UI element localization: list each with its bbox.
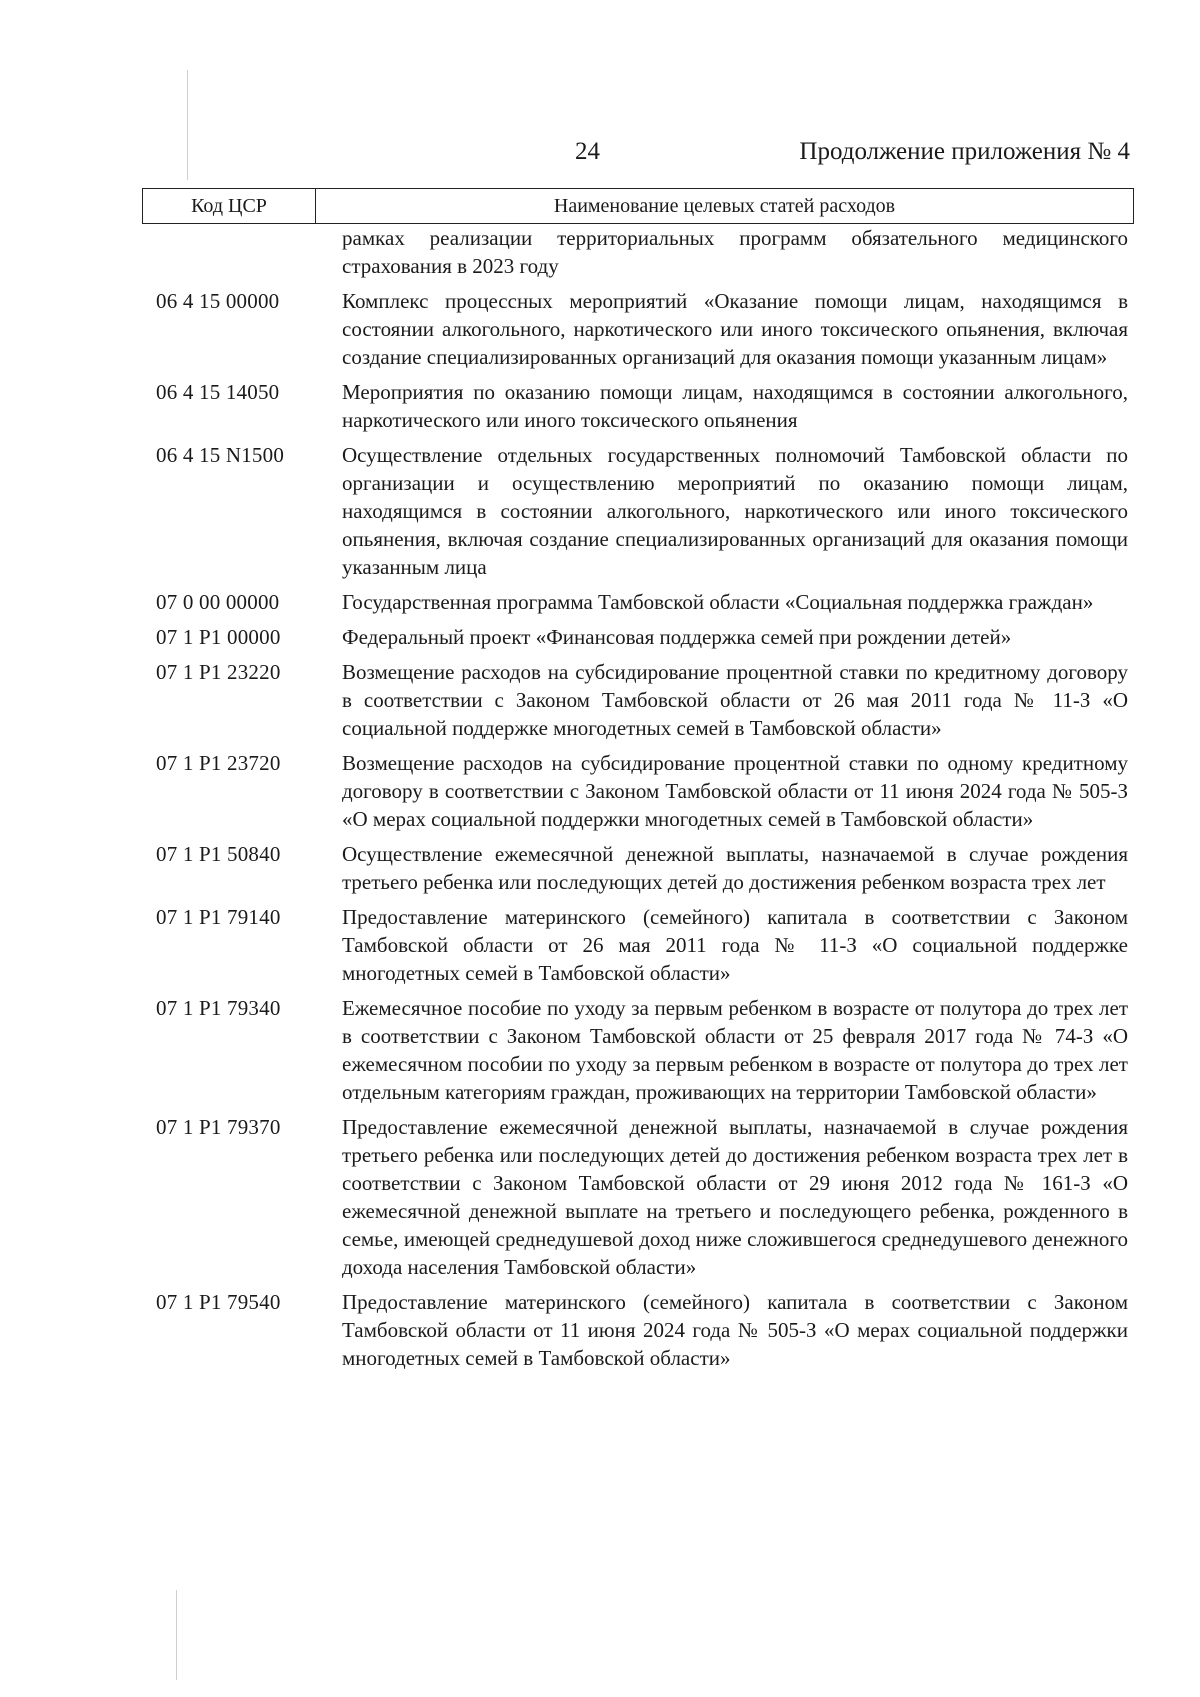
table-row [150,441,1132,581]
scan-artifact [187,70,188,180]
column-header-code: Код ЦСР [143,189,316,223]
row-code: 07 1 P1 79340 [156,996,281,1020]
row-code: 07 1 P1 23720 [156,751,281,775]
row-name: Ежемесячное пособие по уходу за первым ребенком в возрасте от полутора до трех лет в соответствии с Законом Тамбовской области от 25 февраля 2017 года № 74-З «О ежемесячном пособии по уходу за первым ребенком в возрасте от полутора до трех лет отдельным категориям граждан, проживающих на территории Тамбовской области» [342,996,1128,1104]
row-name: Осуществление ежемесячной денежной выплаты, назначаемой в случае рождения третьего ребенка или последующих детей до достижения ребенком возраста трех лет [342,842,1128,894]
row-code: 06 4 15 00000 [156,289,280,313]
column-header-name: Наименование целевых статей расходов [553,194,896,217]
table-row [150,378,1132,434]
row-name: рамках реализации территориальных программ обязательного медицинского страхования в 2023 году [342,226,1128,278]
table-row [150,749,1132,833]
page-number: 24 [575,138,600,165]
row-code: 07 1 P1 79370 [156,1115,281,1139]
table-row [150,994,1132,1106]
row-name: Предоставление материнского (семейного) капитала в соответствии с Законом Тамбовской области от 26 мая 2011 года № 11-З «О социальной поддержке многодетных семей в Тамбовской области» [342,905,1128,985]
appendix-continuation-title: Продолжение приложения № 4 [799,138,1130,165]
table-row [150,903,1132,987]
table-row [150,623,1132,651]
table-header [142,188,1134,224]
row-name: Предоставление материнского (семейного) капитала в соответствии с Законом Тамбовской области от 11 июня 2024 года № 505-З «О мерах социальной поддержки многодетных семей в Тамбовской области» [342,1290,1128,1370]
row-code: 06 4 15 N1500 [156,443,285,467]
row-code [150,224,334,280]
scan-artifact [176,1590,177,1680]
row-name: Осуществление отдельных государственных полномочий Тамбовской области по организации и осуществлению мероприятий по оказанию помощи лицам, находящимся в состоянии алкогольного, наркотического или иного токсического опьянения, включая создание специализированных организаций для оказания помощи указанным лица [342,443,1128,579]
table-body [150,224,1132,1379]
row-name: Возмещение расходов на субсидирование процентной ставки по одному кредитному договору в соответствии с Законом Тамбовской области от 11 июня 2024 года № 505-З «О мерах социальной поддержки многодетных семей в Тамбовской области» [342,751,1128,831]
row-name: Комплекс процессных мероприятий «Оказание помощи лицам, находящимся в состоянии алкогольного, наркотического или иного токсического опьянения, включая создание специализированных организаций для оказания помощи указанным лицам» [342,289,1128,369]
row-name: Государственная программа Тамбовской области «Социальная поддержка граждан» [342,590,1094,614]
row-code: 07 0 00 00000 [156,590,280,614]
row-code: 07 1 P1 79540 [156,1290,281,1314]
table-row [150,1113,1132,1281]
table-row [150,287,1132,371]
row-code: 06 4 15 14050 [156,380,280,404]
table-row [150,588,1132,616]
table-row [150,658,1132,742]
row-code: 07 1 P1 79140 [156,905,281,929]
table-row [150,840,1132,896]
table-row [150,224,1132,280]
row-code: 07 1 P1 00000 [156,625,281,649]
row-code: 07 1 P1 50840 [156,842,281,866]
row-name: Мероприятия по оказанию помощи лицам, находящимся в состоянии алкогольного, наркотического или иного токсического опьянения [342,380,1128,432]
row-name: Федеральный проект «Финансовая поддержка семей при рождении детей» [342,625,1012,649]
table-row [150,1288,1132,1372]
row-name: Возмещение расходов на субсидирование процентной ставки по кредитному договору в соответствии с Законом Тамбовской области от 26 мая 2011 года № 11-З «О социальной поддержке многодетных семей в Тамбовской области» [342,660,1128,740]
row-code: 07 1 P1 23220 [156,660,281,684]
row-name: Предоставление ежемесячной денежной выплаты, назначаемой в случае рождения третьего ребенка или последующих детей до достижения ребенком возраста трех лет в соответствии с Законом Тамбовской области от 29 июня 2012 года № 161-З «О ежемесячной денежной выплате на третьего и последующего ребенка, рожденного в семье, имеющей среднедушевой доход ниже сложившегося среднедушевого денежного дохода населения Тамбовской области» [342,1115,1128,1279]
